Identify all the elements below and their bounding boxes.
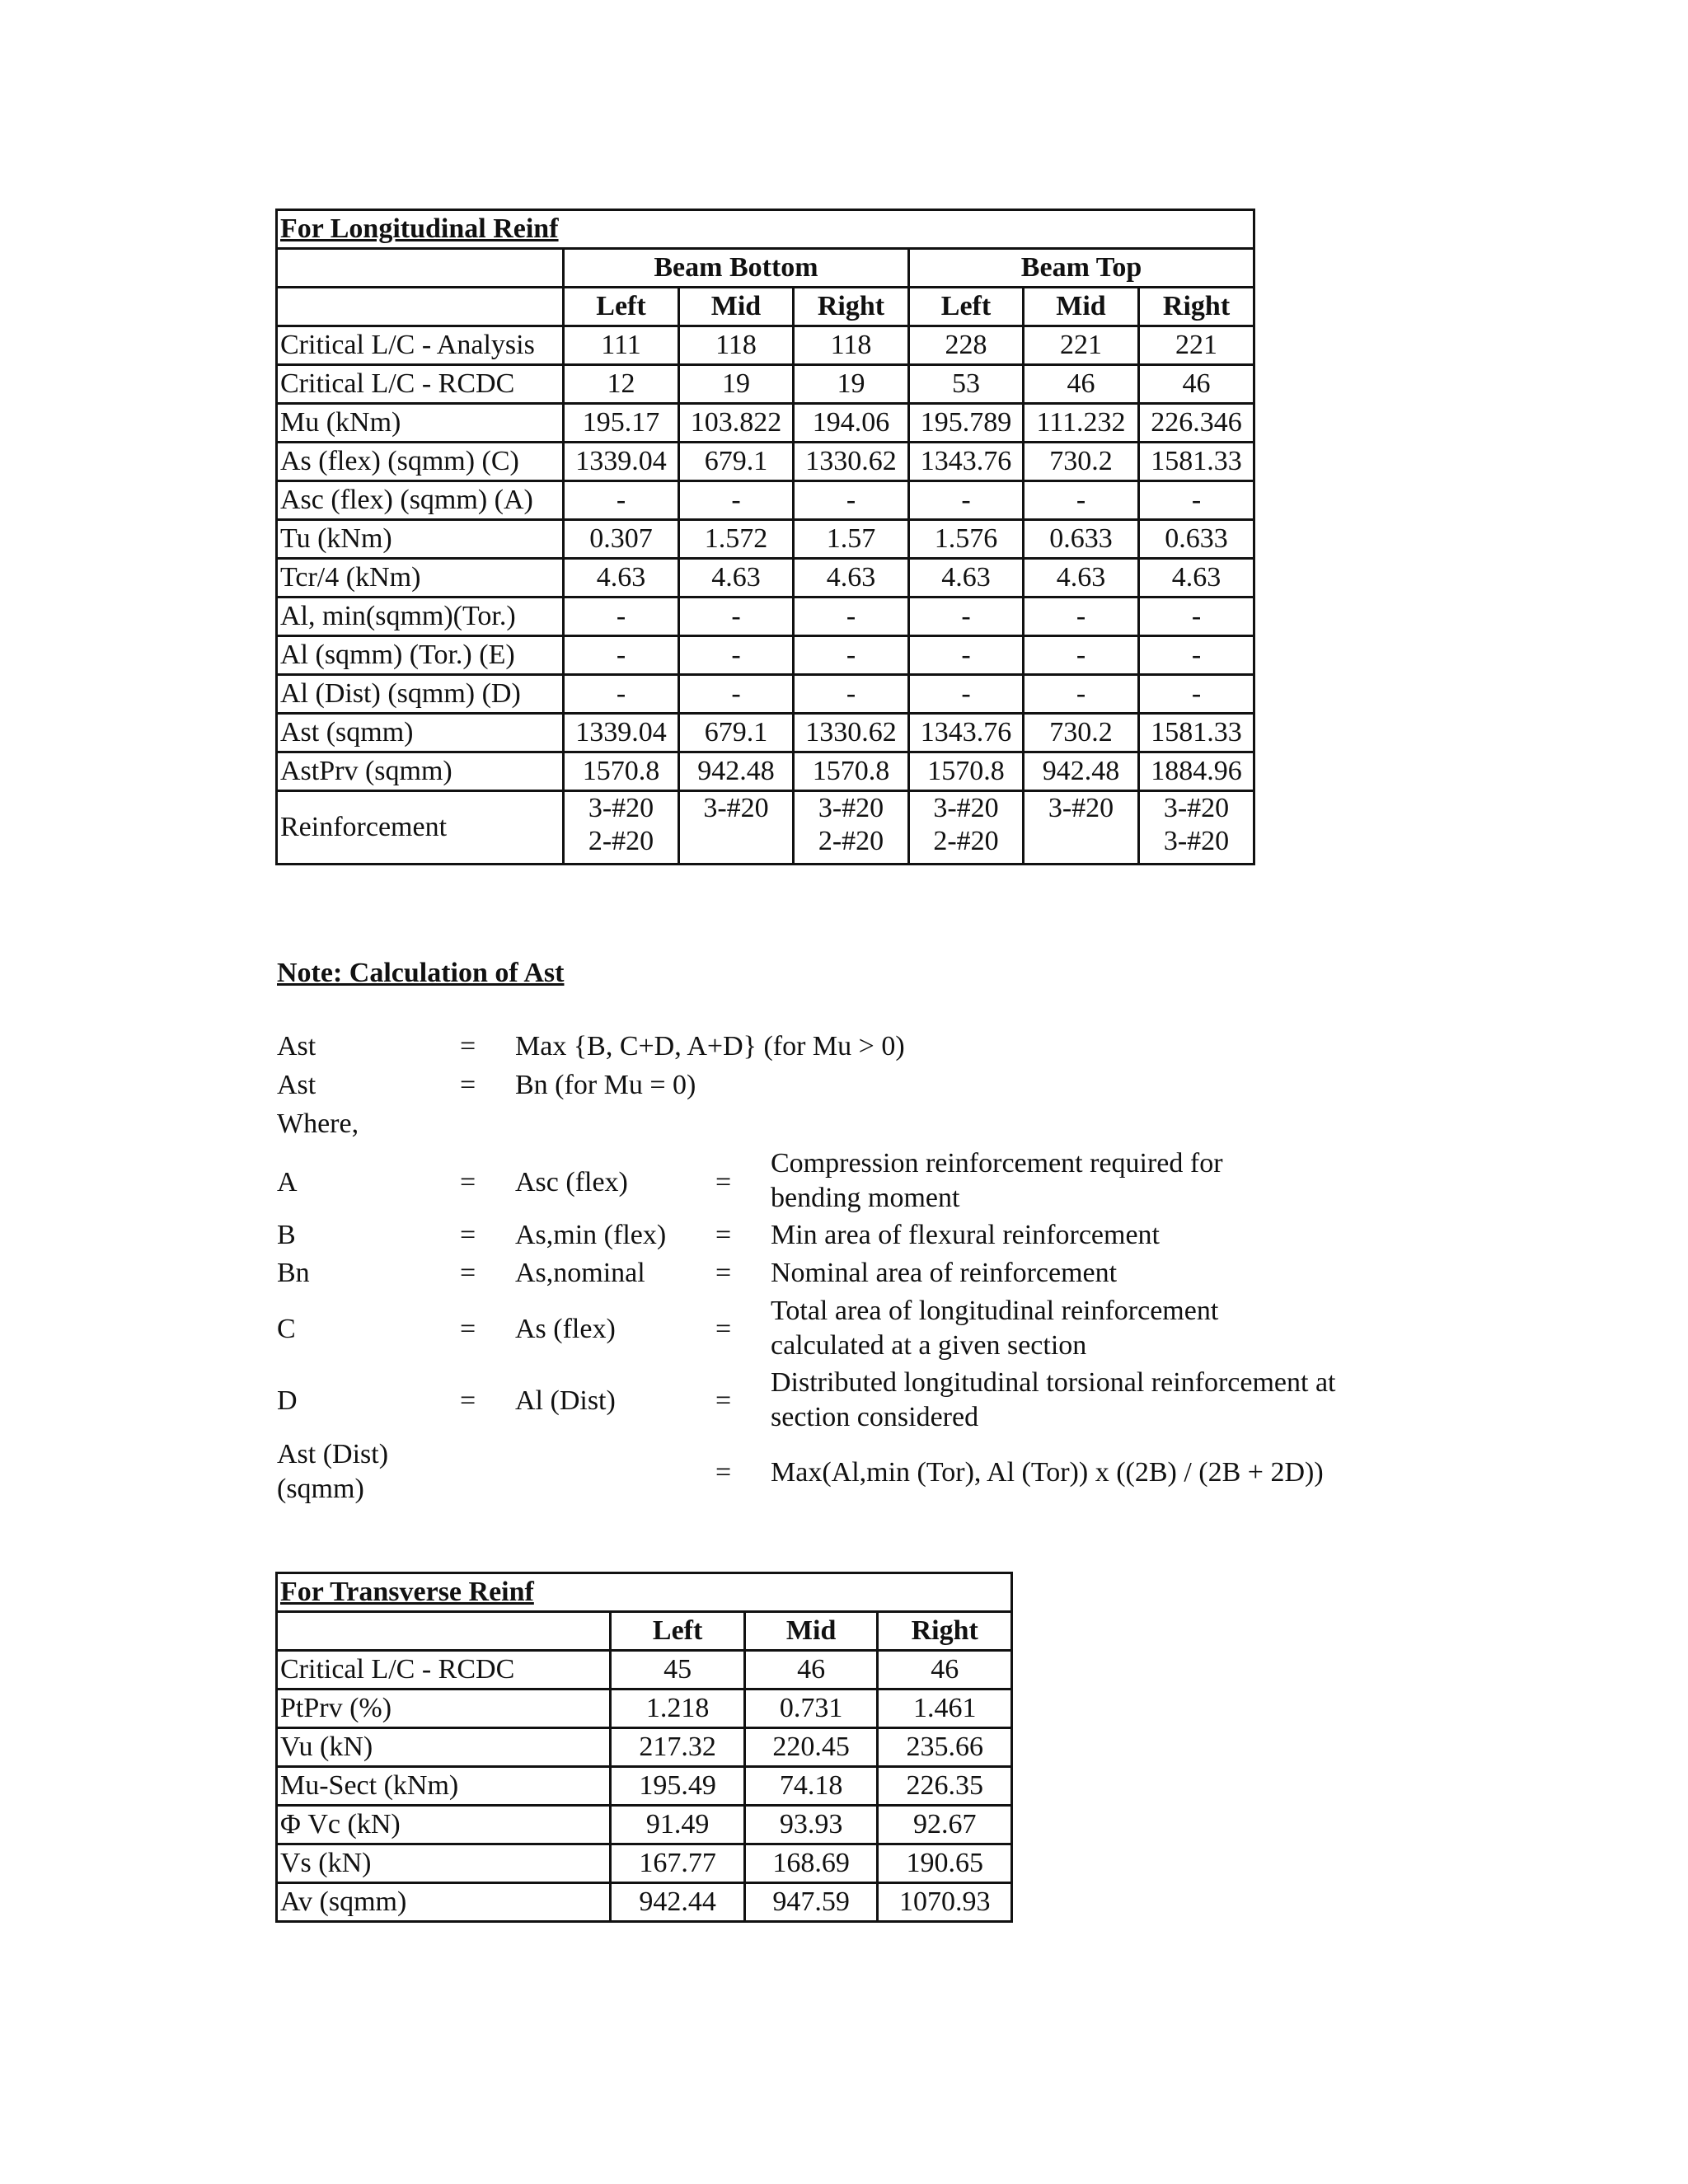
table-row xyxy=(277,443,1254,481)
beam-top-header: Beam Top xyxy=(909,249,1254,288)
table-cell: 46 xyxy=(1139,365,1254,404)
table-row xyxy=(277,714,1254,752)
row-label: Critical L/C - Analysis xyxy=(277,326,564,365)
def-a-op1: = xyxy=(460,1167,476,1197)
reinforcement-line: 3-#20 xyxy=(1163,826,1230,856)
table-cell: 226.346 xyxy=(1139,404,1254,443)
row-label: AstPrv (sqmm) xyxy=(277,752,564,791)
reinforcement-line: 3-#20 xyxy=(818,793,884,823)
table-cell: 111.232 xyxy=(1024,404,1139,443)
table-row xyxy=(277,636,1254,675)
table-cell: - xyxy=(794,598,909,636)
table-cell: 1570.8 xyxy=(564,752,679,791)
table-cell: 0.731 xyxy=(744,1690,878,1728)
row-label: Al (sqmm) (Tor.) (E) xyxy=(277,636,564,675)
longitudinal-reinf-table xyxy=(275,209,1255,865)
table-cell: 679.1 xyxy=(679,443,794,481)
def-bn-symbol: Bn xyxy=(277,1258,310,1288)
eq1-op: = xyxy=(460,1031,476,1062)
def-d-symbol: D xyxy=(277,1385,298,1416)
table-cell: 46 xyxy=(878,1651,1012,1690)
table-row xyxy=(277,752,1254,791)
table-cell: - xyxy=(909,598,1024,636)
ast-dist-desc: Max(Al,min (Tor), Al (Tor)) x ((2B) / (2B + 2D)) xyxy=(771,1457,1324,1488)
table-cell: - xyxy=(679,675,794,714)
column-header: Mid xyxy=(1024,288,1139,326)
table-cell: 91.49 xyxy=(611,1806,745,1844)
table-cell: - xyxy=(794,481,909,520)
row-label: Critical L/C - RCDC xyxy=(277,1651,611,1690)
table-title-row xyxy=(277,210,1254,249)
table-cell: 730.2 xyxy=(1024,443,1139,481)
table-cell: 118 xyxy=(679,326,794,365)
empty-cell xyxy=(277,288,564,326)
table-cell: 1330.62 xyxy=(794,714,909,752)
table-row xyxy=(277,598,1254,636)
eq1-lhs: Ast xyxy=(277,1031,316,1062)
reinforcement-line xyxy=(683,825,789,858)
table-cell: 226.35 xyxy=(878,1767,1012,1806)
table-cell: - xyxy=(1024,675,1139,714)
column-header: Left xyxy=(909,288,1024,326)
def-a-term: Asc (flex) xyxy=(515,1167,628,1197)
reinforcement-line xyxy=(1028,825,1134,858)
table-cell: 12 xyxy=(564,365,679,404)
table-row xyxy=(277,1651,1012,1690)
def-c-term: As (flex) xyxy=(515,1314,616,1344)
table-cell: - xyxy=(564,636,679,675)
table-cell: 4.63 xyxy=(1139,559,1254,598)
table-cell: 1330.62 xyxy=(794,443,909,481)
reinforcement-cell xyxy=(909,791,1024,865)
table-cell: - xyxy=(909,636,1024,675)
eq2-rhs: Bn (for Mu = 0) xyxy=(515,1070,696,1100)
table-cell: 1570.8 xyxy=(909,752,1024,791)
table-cell: 1343.76 xyxy=(909,443,1024,481)
table-cell: 1884.96 xyxy=(1139,752,1254,791)
def-a-desc: Compression reinforcement required for bending moment xyxy=(771,1148,1223,1213)
table-cell: 1339.04 xyxy=(564,443,679,481)
longitudinal-table-body xyxy=(277,210,1254,865)
empty-cell xyxy=(277,249,564,288)
table-cell: - xyxy=(564,481,679,520)
table-row xyxy=(277,1883,1012,1922)
def-c-op1: = xyxy=(460,1314,476,1344)
row-label: Vs (kN) xyxy=(277,1844,611,1883)
table-cell: 92.67 xyxy=(878,1806,1012,1844)
column-header: Mid xyxy=(744,1612,878,1651)
table-cell: 103.822 xyxy=(679,404,794,443)
table-cell: 0.633 xyxy=(1024,520,1139,559)
table-row xyxy=(277,326,1254,365)
table-cell: 167.77 xyxy=(611,1844,745,1883)
table-cell: 74.18 xyxy=(744,1767,878,1806)
column-header: Mid xyxy=(679,288,794,326)
table-cell: 1.218 xyxy=(611,1690,745,1728)
table-cell: 19 xyxy=(679,365,794,404)
table-row xyxy=(277,559,1254,598)
row-label: Tu (kNm) xyxy=(277,520,564,559)
def-c-desc: Total area of longitudinal reinforcement calculated at a given section xyxy=(771,1296,1219,1361)
table-cell: 195.49 xyxy=(611,1767,745,1806)
table-row xyxy=(277,1806,1012,1844)
column-header: Right xyxy=(794,288,909,326)
table-row xyxy=(277,404,1254,443)
reinforcement-line: 3-#20 xyxy=(933,793,999,823)
def-d-desc: Distributed longitudinal torsional reinforcement at section considered xyxy=(771,1367,1336,1432)
def-c-symbol: C xyxy=(277,1314,296,1344)
table-cell: 46 xyxy=(744,1651,878,1690)
reinforcement-cell xyxy=(679,791,794,865)
table-cell: 0.633 xyxy=(1139,520,1254,559)
table-cell: 190.65 xyxy=(878,1844,1012,1883)
table-cell: 221 xyxy=(1024,326,1139,365)
table-cell: - xyxy=(564,675,679,714)
reinforcement-cell xyxy=(564,791,679,865)
def-b-op1: = xyxy=(460,1220,476,1250)
table-cell: 220.45 xyxy=(744,1728,878,1767)
column-header-row xyxy=(277,1612,1012,1651)
table-cell: 1.57 xyxy=(794,520,909,559)
table-cell: - xyxy=(909,675,1024,714)
row-label: As (flex) (sqmm) (C) xyxy=(277,443,564,481)
table-row xyxy=(277,1690,1012,1728)
row-label: Asc (flex) (sqmm) (A) xyxy=(277,481,564,520)
table-cell: - xyxy=(1139,598,1254,636)
table-cell: 221 xyxy=(1139,326,1254,365)
longitudinal-table-title: For Longitudinal Reinf xyxy=(277,210,1254,249)
table-cell: 0.307 xyxy=(564,520,679,559)
row-label: Ast (sqmm) xyxy=(277,714,564,752)
table-cell: - xyxy=(1139,675,1254,714)
table-cell: 942.44 xyxy=(611,1883,745,1922)
table-cell: - xyxy=(564,598,679,636)
table-cell: - xyxy=(679,481,794,520)
table-cell: - xyxy=(1024,636,1139,675)
table-cell: 1339.04 xyxy=(564,714,679,752)
table-cell: - xyxy=(1139,636,1254,675)
table-cell: 942.48 xyxy=(1024,752,1139,791)
reinforcement-cell xyxy=(794,791,909,865)
table-cell: - xyxy=(909,481,1024,520)
table-cell: 4.63 xyxy=(564,559,679,598)
table-cell: 195.17 xyxy=(564,404,679,443)
table-cell: 1581.33 xyxy=(1139,443,1254,481)
row-label: Mu-Sect (kNm) xyxy=(277,1767,611,1806)
beam-bottom-header: Beam Bottom xyxy=(564,249,909,288)
note-title: Note: Calculation of Ast xyxy=(277,958,565,988)
reinforcement-line: 3-#20 xyxy=(1163,793,1230,823)
reinforcement-cell xyxy=(1139,791,1254,865)
def-a-op2: = xyxy=(715,1167,732,1197)
def-bn-term: As,nominal xyxy=(515,1258,645,1288)
table-row xyxy=(277,675,1254,714)
table-cell: - xyxy=(794,636,909,675)
table-cell: 1570.8 xyxy=(794,752,909,791)
table-title-row xyxy=(277,1573,1012,1612)
table-cell: 679.1 xyxy=(679,714,794,752)
table-cell: 217.32 xyxy=(611,1728,745,1767)
transverse-table-title: For Transverse Reinf xyxy=(277,1573,1012,1612)
table-row xyxy=(277,1728,1012,1767)
reinforcement-row xyxy=(277,791,1254,865)
where-label: Where, xyxy=(277,1108,359,1139)
table-row xyxy=(277,365,1254,404)
def-b-term: As,min (flex) xyxy=(515,1220,667,1250)
row-label: Reinforcement xyxy=(277,791,564,865)
row-label: Av (sqmm) xyxy=(277,1883,611,1922)
reinforcement-line: 3-#20 xyxy=(703,793,769,823)
transverse-reinf-table xyxy=(275,1572,1013,1923)
table-cell: - xyxy=(1024,598,1139,636)
column-header: Left xyxy=(564,288,679,326)
table-cell: - xyxy=(1024,481,1139,520)
row-label: Mu (kNm) xyxy=(277,404,564,443)
def-d-op1: = xyxy=(460,1385,476,1416)
eq1-rhs: Max {B, C+D, A+D} (for Mu > 0) xyxy=(515,1031,905,1062)
reinforcement-line: 2-#20 xyxy=(588,826,654,856)
table-cell: 1070.93 xyxy=(878,1883,1012,1922)
table-row xyxy=(277,520,1254,559)
row-label: Critical L/C - RCDC xyxy=(277,365,564,404)
def-d-term: Al (Dist) xyxy=(515,1385,616,1416)
eq2-lhs: Ast xyxy=(277,1070,316,1100)
table-cell: 111 xyxy=(564,326,679,365)
row-label: Φ Vc (kN) xyxy=(277,1806,611,1844)
table-cell: 195.789 xyxy=(909,404,1024,443)
table-cell: 235.66 xyxy=(878,1728,1012,1767)
eq2-op: = xyxy=(460,1070,476,1100)
table-cell: 4.63 xyxy=(679,559,794,598)
group-header-row xyxy=(277,249,1254,288)
def-b-desc: Min area of flexural reinforcement xyxy=(771,1220,1160,1250)
row-label: Al (Dist) (sqmm) (D) xyxy=(277,675,564,714)
def-c-op2: = xyxy=(715,1314,732,1344)
table-cell: 4.63 xyxy=(909,559,1024,598)
column-header: Left xyxy=(611,1612,745,1651)
table-row xyxy=(277,1767,1012,1806)
ast-dist-op: = xyxy=(715,1457,732,1488)
table-cell: 93.93 xyxy=(744,1806,878,1844)
row-label: PtPrv (%) xyxy=(277,1690,611,1728)
table-cell: 19 xyxy=(794,365,909,404)
def-b-symbol: B xyxy=(277,1220,296,1250)
table-cell: 4.63 xyxy=(794,559,909,598)
table-row xyxy=(277,1844,1012,1883)
table-cell: 1.572 xyxy=(679,520,794,559)
row-label: Al, min(sqmm)(Tor.) xyxy=(277,598,564,636)
table-cell: 1.576 xyxy=(909,520,1024,559)
table-cell: 942.48 xyxy=(679,752,794,791)
table-cell: 1343.76 xyxy=(909,714,1024,752)
ast-dist-symbol: Ast (Dist) (sqmm) xyxy=(277,1439,389,1504)
table-row xyxy=(277,481,1254,520)
reinforcement-line: 3-#20 xyxy=(1048,793,1114,823)
def-a-symbol: A xyxy=(277,1167,298,1197)
table-cell: 947.59 xyxy=(744,1883,878,1922)
table-cell: 46 xyxy=(1024,365,1139,404)
def-bn-desc: Nominal area of reinforcement xyxy=(771,1258,1118,1288)
table-cell: - xyxy=(794,675,909,714)
table-cell: 168.69 xyxy=(744,1844,878,1883)
empty-cell xyxy=(277,1612,611,1651)
table-cell: 53 xyxy=(909,365,1024,404)
reinforcement-line: 2-#20 xyxy=(933,826,999,856)
reinforcement-cell xyxy=(1024,791,1139,865)
table-cell: - xyxy=(679,598,794,636)
table-cell: 194.06 xyxy=(794,404,909,443)
column-header: Right xyxy=(878,1612,1012,1651)
row-label: Tcr/4 (kNm) xyxy=(277,559,564,598)
table-cell: 228 xyxy=(909,326,1024,365)
table-cell: 1.461 xyxy=(878,1690,1012,1728)
row-label: Vu (kN) xyxy=(277,1728,611,1767)
table-cell: - xyxy=(679,636,794,675)
table-cell: 118 xyxy=(794,326,909,365)
table-cell: 4.63 xyxy=(1024,559,1139,598)
def-d-op2: = xyxy=(715,1385,732,1416)
column-header-row xyxy=(277,288,1254,326)
reinforcement-line: 3-#20 xyxy=(588,793,654,823)
def-b-op2: = xyxy=(715,1220,732,1250)
def-bn-op2: = xyxy=(715,1258,732,1288)
def-bn-op1: = xyxy=(460,1258,476,1288)
table-cell: 730.2 xyxy=(1024,714,1139,752)
reinforcement-line: 2-#20 xyxy=(818,826,884,856)
transverse-table-body xyxy=(277,1573,1012,1922)
column-header: Right xyxy=(1139,288,1254,326)
table-cell: 45 xyxy=(611,1651,745,1690)
table-cell: 1581.33 xyxy=(1139,714,1254,752)
table-cell: - xyxy=(1139,481,1254,520)
